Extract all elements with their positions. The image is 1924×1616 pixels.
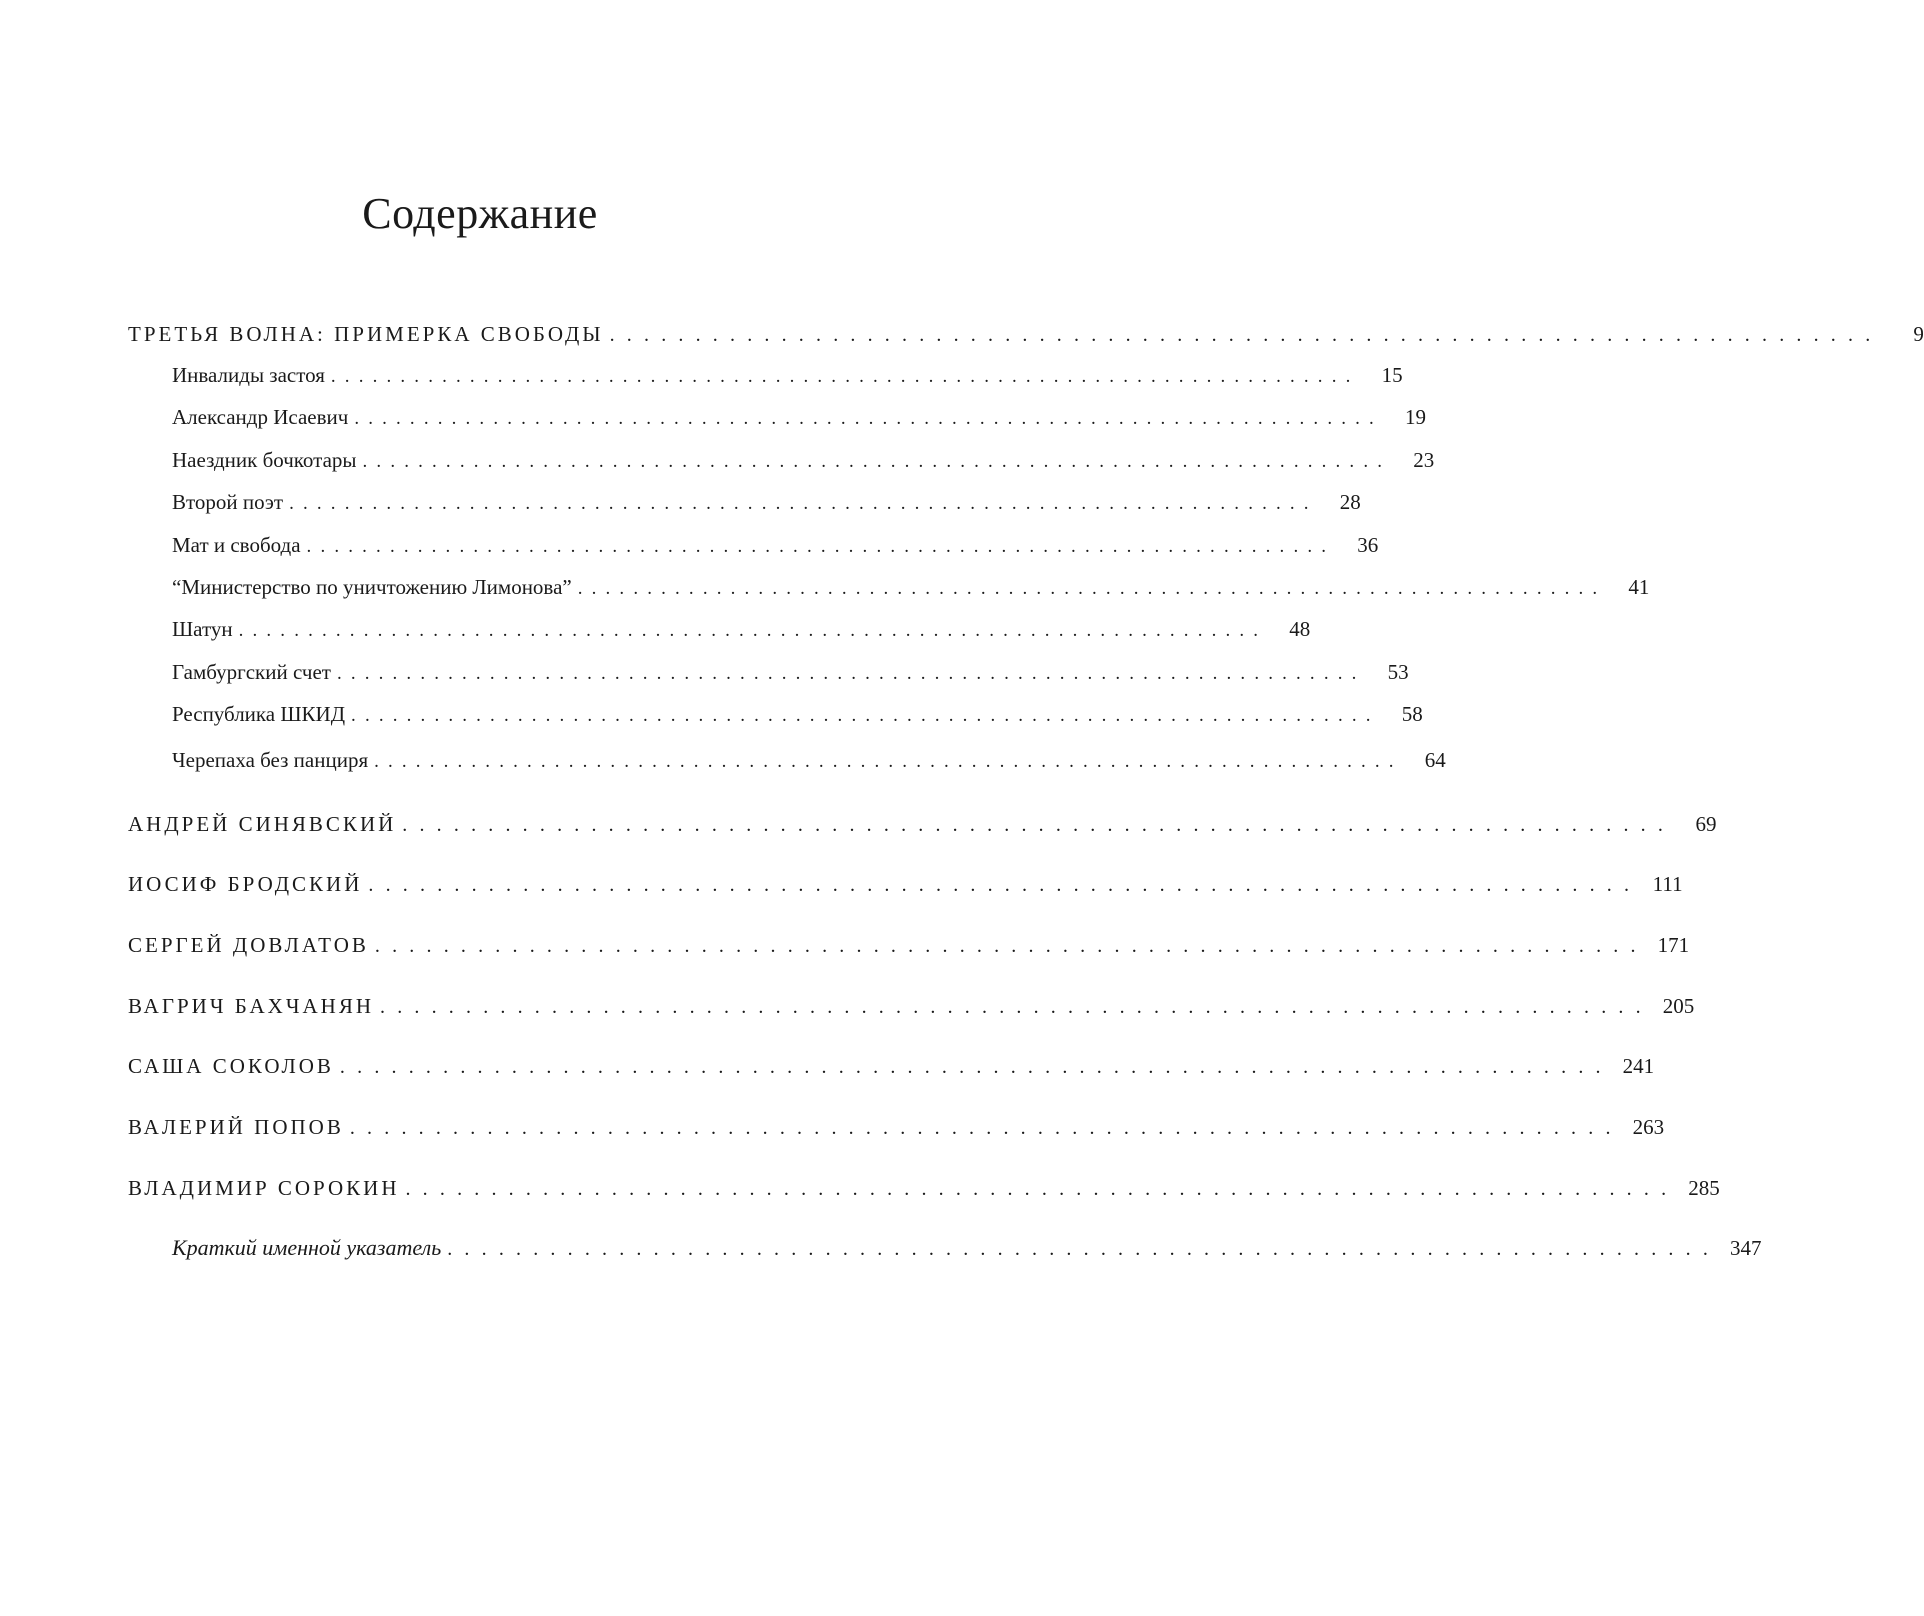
- dot-leader: . . . . . . . . . . . . . . . . . . . . . . . . . . . . . . . . . . . . . . . . . . . . . . . . . . . . . . . . . . . . . . . . . . . . . . . . . .: [402, 814, 1667, 836]
- dot-leader: . . . . . . . . . . . . . . . . . . . . . . . . . . . . . . . . . . . . . . . . . . . . . . . . . . . . . . . . . . . . . . . . . . . . . . . . . .: [362, 451, 1385, 472]
- toc-page-number: 205: [1662, 994, 1695, 1018]
- dot-leader: . . . . . . . . . . . . . . . . . . . . . . . . . . . . . . . . . . . . . . . . . . . . . . . . . . . . . . . . . . . . . . . . . . . . . . . . . .: [368, 874, 1633, 896]
- toc-page-number: 263: [1632, 1115, 1665, 1139]
- dot-leader: . . . . . . . . . . . . . . . . . . . . . . . . . . . . . . . . . . . . . . . . . . . . . . . . . . . . . . . . . . . . . . . . . . . . . . . . . .: [447, 1238, 1712, 1260]
- toc-entry-label: САША СОКОЛОВ: [128, 1054, 334, 1078]
- toc-page-number: 23: [1413, 448, 1435, 472]
- toc-entry-label: Александр Исаевич: [172, 405, 349, 429]
- toc-page-number: 111: [1652, 872, 1683, 896]
- toc-entry-label: Наездник бочкотары: [172, 448, 357, 472]
- toc-entry-label: Краткий именной указатель: [172, 1235, 442, 1260]
- dot-leader: . . . . . . . . . . . . . . . . . . . . . . . . . . . . . . . . . . . . . . . . . . . . . . . . . . . . . . . . . . . . . . . . . . . . . . . . . .: [354, 408, 1376, 429]
- toc-entry-chapter[interactable]: [172, 363, 1403, 393]
- toc-entry-label: Инвалиды застоя: [172, 363, 325, 387]
- toc-page-number: 53: [1387, 660, 1409, 684]
- toc-page-number: 285: [1688, 1176, 1720, 1200]
- toc-entry-label: СЕРГЕЙ ДОВЛАТОВ: [128, 933, 369, 957]
- toc-entry-label: Гамбургский счет: [172, 660, 331, 684]
- page-title: Содержание: [362, 189, 598, 238]
- toc-entry-chapter[interactable]: [172, 448, 1435, 478]
- toc-entry-label: АНДРЕЙ СИНЯВСКИЙ: [128, 812, 397, 836]
- toc-entry-label: ТРЕТЬЯ ВОЛНА: ПРИМЕРКА СВОБОДЫ: [128, 322, 604, 346]
- toc-entry-section[interactable]: [128, 1176, 1720, 1206]
- dot-leader: . . . . . . . . . . . . . . . . . . . . . . . . . . . . . . . . . . . . . . . . . . . . . . . . . . . . . . . . . . . . . . . . . . . . . . . . . .: [405, 1178, 1670, 1200]
- toc-page-number: 28: [1339, 490, 1361, 514]
- toc-page-number: 69: [1695, 812, 1717, 836]
- toc-entry-section[interactable]: [128, 1054, 1655, 1084]
- dot-leader: . . . . . . . . . . . . . . . . . . . . . . . . . . . . . . . . . . . . . . . . . . . . . . . . . . . . . . . . . . . . . . . . . . . . . . . . . .: [339, 1056, 1605, 1078]
- toc-entry-chapter[interactable]: [172, 405, 1426, 435]
- dot-leader: . . . . . . . . . . . . . . . . . . . . . . . . . . . . . . . . . . . . . . . . . . . . . . . . . . . . . . . . . . . . . . . . . . . . . . . . . .: [351, 705, 1373, 726]
- toc-entry-chapter[interactable]: [172, 660, 1409, 690]
- toc-page-number: 58: [1401, 702, 1423, 726]
- toc-entry-chapter[interactable]: [172, 748, 1446, 778]
- dot-leader: . . . . . . . . . . . . . . . . . . . . . . . . . . . . . . . . . . . . . . . . . . . . . . . . . . . . . . . . . . . . . . . . . . . . . . . . . .: [349, 1117, 1615, 1139]
- dot-leader: . . . . . . . . . . . . . . . . . . . . . . . . . . . . . . . . . . . . . . . . . . . . . . . . . . . . . . . . . . . . . . . . . . . . . . . . . .: [336, 663, 1359, 684]
- toc-page-number: 9: [1913, 322, 1924, 346]
- dot-leader: . . . . . . . . . . . . . . . . . . . . . . . . . . . . . . . . . . . . . . . . . . . . . . . . . . . . . . . . . . . . . . . . . . . . . . . . . .: [380, 996, 1645, 1018]
- toc-entry-section[interactable]: [128, 994, 1695, 1024]
- toc-entry-label: Мат и свобода: [172, 533, 301, 557]
- toc-page-number: 171: [1657, 933, 1690, 957]
- toc-entry-chapter[interactable]: [172, 702, 1423, 732]
- toc-entry-section[interactable]: [128, 1115, 1665, 1145]
- dot-leader: . . . . . . . . . . . . . . . . . . . . . . . . . . . . . . . . . . . . . . . . . . . . . . . . . . . . . . . . . . . . . . . . . . . . . . . . . .: [306, 536, 1329, 557]
- toc-entry-label: ВАЛЕРИЙ ПОПОВ: [128, 1115, 344, 1139]
- dot-leader: . . . . . . . . . . . . . . . . . . . . . . . . . . . . . . . . . . . . . . . . . . . . . . . . . . . . . . . . . . . . . . . . . . . . . . . . . .: [289, 493, 1311, 514]
- toc-page-number: 347: [1729, 1236, 1762, 1260]
- toc-entry-chapter[interactable]: [172, 575, 1650, 605]
- toc-entry-label: ВАГРИЧ БАХЧАНЯН: [128, 994, 374, 1018]
- toc-entry-label: Второй поэт: [172, 490, 284, 514]
- dot-leader: . . . . . . . . . . . . . . . . . . . . . . . . . . . . . . . . . . . . . . . . . . . . . . . . . . . . . . . . . . . . . . . . . . . . . . . . . .: [330, 366, 1353, 387]
- dot-leader: . . . . . . . . . . . . . . . . . . . . . . . . . . . . . . . . . . . . . . . . . . . . . . . . . . . . . . . . . . . . . . . . . . . . . . . . . .: [374, 751, 1396, 772]
- toc-entry-label: Черепаха без панциря: [172, 748, 369, 772]
- toc-entry-chapter[interactable]: [172, 490, 1361, 520]
- toc-page-number: 36: [1357, 533, 1379, 557]
- toc-entry-section[interactable]: [128, 872, 1683, 902]
- dot-leader: . . . . . . . . . . . . . . . . . . . . . . . . . . . . . . . . . . . . . . . . . . . . . . . . . . . . . . . . . . . . . . . . . . . . . . . . . .: [374, 935, 1640, 957]
- toc-page-number: 64: [1424, 748, 1446, 772]
- toc-entry-label: Шатун: [172, 617, 233, 641]
- toc-page-number: 41: [1628, 575, 1650, 599]
- toc-entry-chapter[interactable]: [172, 617, 1311, 647]
- toc-page-number: 15: [1381, 363, 1403, 387]
- toc-entry-label: Республика ШКИД: [172, 702, 346, 726]
- toc-entry-section[interactable]: [128, 812, 1717, 842]
- toc-page-number: 241: [1622, 1054, 1655, 1078]
- toc-entry-label: ИОСИФ БРОДСКИЙ: [128, 872, 363, 896]
- toc-entry-section[interactable]: [128, 933, 1690, 963]
- toc-entry-label: ВЛАДИМИР СОРОКИН: [128, 1176, 400, 1200]
- dot-leader: . . . . . . . . . . . . . . . . . . . . . . . . . . . . . . . . . . . . . . . . . . . . . . . . . . . . . . . . . . . . . . . . . . . . . . . . . .: [609, 324, 1874, 346]
- toc-entry-chapter[interactable]: [172, 533, 1379, 563]
- toc-entry-index[interactable]: [172, 1235, 1762, 1265]
- toc-entry-label: “Министерство по уничтожению Лимонова”: [172, 575, 572, 599]
- toc-entry-part[interactable]: [128, 322, 1924, 352]
- dot-leader: . . . . . . . . . . . . . . . . . . . . . . . . . . . . . . . . . . . . . . . . . . . . . . . . . . . . . . . . . . . . . . . . . . . . . . . . . .: [238, 620, 1261, 641]
- dot-leader: . . . . . . . . . . . . . . . . . . . . . . . . . . . . . . . . . . . . . . . . . . . . . . . . . . . . . . . . . . . . . . . . . . . . . . . . . .: [577, 578, 1600, 599]
- toc-page-number: 19: [1404, 405, 1426, 429]
- toc-page-number: 48: [1289, 617, 1311, 641]
